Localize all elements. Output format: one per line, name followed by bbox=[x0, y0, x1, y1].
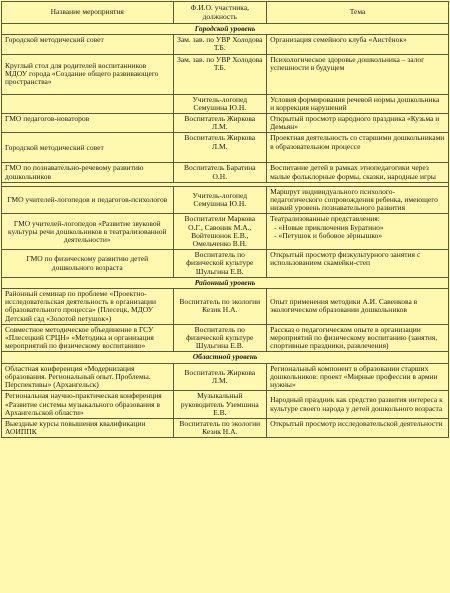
topic-cell bbox=[267, 214, 449, 250]
event-cell: Региональная научно-практическая конференция «Развитие системы музыкального образования в Архангельской области» bbox=[2, 391, 174, 419]
participant-cell: Музыкальный руководитель Уземшина Е.В. bbox=[173, 391, 267, 419]
header-row bbox=[2, 2, 449, 24]
event-cell: ГМО по физическому развитию детей дошкольного возраста bbox=[2, 250, 174, 278]
topic-cell: Народный праздник как средство развития интереса к культуре своего народа у детей дошкольного возраста bbox=[267, 391, 449, 419]
topic-heading: Театрализованные представления: bbox=[270, 214, 380, 224]
participant-cell: Воспитатель Жиркова Л.М. bbox=[173, 363, 267, 391]
participant-cell bbox=[173, 214, 267, 250]
level-region: Областной уровень bbox=[2, 352, 449, 363]
table-row bbox=[2, 418, 449, 437]
table-row bbox=[2, 94, 449, 113]
table-row bbox=[2, 163, 449, 182]
table-row bbox=[2, 54, 449, 94]
header-event: Название мероприятия bbox=[2, 2, 174, 24]
event-cell bbox=[2, 94, 174, 113]
topic-item: - «Новые приключения Буратино» bbox=[274, 222, 384, 232]
participant-cell: Воспитатель Баратина О.Н. bbox=[173, 163, 267, 182]
event-cell: ГМО по познавательно-речевому развитию дошкольников bbox=[2, 163, 174, 182]
level-city: Городской уровень bbox=[2, 24, 449, 35]
topic-cell: Открытый просмотр физкультурного занятия с использованием скамейки-степ bbox=[267, 250, 449, 278]
topic-cell: Психологическое здоровье дошкольника – залог успешности в будущем bbox=[267, 54, 449, 94]
event-cell: Круглый стол для родителей воспитанников МДОУ города «Создание общего развивающего пространства» bbox=[2, 54, 174, 94]
event-cell: Городской методический совет bbox=[2, 35, 174, 54]
table-row bbox=[2, 133, 449, 163]
topic-cell: Условия формирования речевой нормы дошкольника и коррекция нарушений bbox=[267, 94, 449, 113]
topic-cell: Открытый просмотр исследовательской деятельности bbox=[267, 418, 449, 437]
topic-item-text: «Новые приключения Буратино» bbox=[278, 222, 384, 232]
table-row bbox=[2, 35, 449, 54]
participant-cell: Воспитатель по экологии Кезик Н.А. bbox=[173, 289, 267, 325]
table-row bbox=[2, 214, 449, 250]
topic-cell: Маршрут индивидуального психолого-педагогического сопровождения ребенка, имеющего низкий уровень познавательного развития bbox=[267, 186, 449, 214]
event-cell: ГМО учителей-логопедов «Развитие звуковой культуры речи дошкольников в театрализованной деятельности» bbox=[2, 214, 174, 250]
participant-cell: Учитель-логопед Семушина Ю.Н. bbox=[173, 186, 267, 214]
participant-cell: Воспитатель по физической культуре Шульгина Е.В. bbox=[173, 250, 267, 278]
topic-item: - «Петушок и бобовое зёрнышко» bbox=[274, 230, 383, 240]
participant-line: Воспитатели Маркова О.Г., Савоник М.А., bbox=[184, 214, 256, 232]
participant-line: Войтешонок Е.В., Омельченко В.Н. bbox=[191, 230, 249, 249]
event-cell: ГМО учителей-логопедов и педагогов-психологов bbox=[2, 186, 174, 214]
topic-cell: Проектная деятельность со старшими дошкольниками в образовательном процессе bbox=[267, 133, 449, 163]
event-cell: Областная конференция «Модернизация образования. Региональный опыт. Проблемы. Перспективы» (Архангельск) bbox=[2, 363, 174, 391]
event-cell: ГМО педагогов-новаторов bbox=[2, 114, 174, 133]
topic-cell: Региональный компонент в образовании старших дошкольников: проект «Мирные профессии в армии нужны» bbox=[267, 363, 449, 391]
participant-cell: Зам. зав. по УВР Холодова Т.Б. bbox=[173, 54, 267, 94]
event-cell: Совместное методическое объединение в ГСУ «Плесецкий СРЦН» «Методика и организация мероприятий по физическому воспитанию» bbox=[2, 324, 174, 352]
topic-cell: Воспитание детей в рамках этнопедагогики через малые фольклорные формы, сказки, народные игры bbox=[267, 163, 449, 182]
events-table bbox=[1, 1, 449, 438]
table-row bbox=[2, 114, 449, 133]
table-row bbox=[2, 363, 449, 391]
participant-cell: Воспитатель по физической культуре Шульгина Е.В. bbox=[173, 324, 267, 352]
level-row-city bbox=[2, 24, 449, 35]
topic-cell: Организация семейного клуба «Аистёнок» bbox=[267, 35, 449, 54]
level-row-region bbox=[2, 352, 449, 363]
header-participant: Ф.И.О. участника, должность bbox=[173, 2, 267, 24]
participant-cell: Воспитатель по экологии Кезик Н.А. bbox=[173, 418, 267, 437]
event-cell: Городской методический совет bbox=[2, 133, 174, 163]
topic-cell: Рассказ о педагогическом опыте в организации мероприятий по физическому воспитанию (занятия, спортивные праздники, развлечения) bbox=[267, 324, 449, 352]
event-cell: Выездные курсы повышения квалификации АОИППК bbox=[2, 418, 174, 437]
level-row-district bbox=[2, 277, 449, 288]
participant-cell: Воспитатель Жиркова Л.М. bbox=[173, 114, 267, 133]
table-row bbox=[2, 186, 449, 214]
participant-cell: Учитель-логопед Семушина Ю.Н. bbox=[173, 94, 267, 113]
header-topic: Тема bbox=[267, 2, 449, 24]
table-row bbox=[2, 391, 449, 419]
table-row bbox=[2, 324, 449, 352]
table-row bbox=[2, 250, 449, 278]
topic-cell: Опыт применения методики А.И. Савенкова в экологическом образовании дошкольников bbox=[267, 289, 449, 325]
event-cell: Районный семинар по проблеме «Проектно-исследовательская деятельность в организации образовательного процесса» (Плесецк, МДОУ Детский сад «Золотой петушок») bbox=[2, 289, 174, 325]
participant-cell: Воспитатель Жиркова Л.М. bbox=[173, 133, 267, 163]
table-row bbox=[2, 289, 449, 325]
participant-cell: Зам. зав. по УВР Холодова Т.Б. bbox=[173, 35, 267, 54]
topic-item-text: «Петушок и бобовое зёрнышко» bbox=[278, 230, 383, 240]
level-district: Районный уровень bbox=[2, 277, 449, 288]
topic-cell: Открытый просмотр народного праздника «Кузьма и Демьян» bbox=[267, 114, 449, 133]
